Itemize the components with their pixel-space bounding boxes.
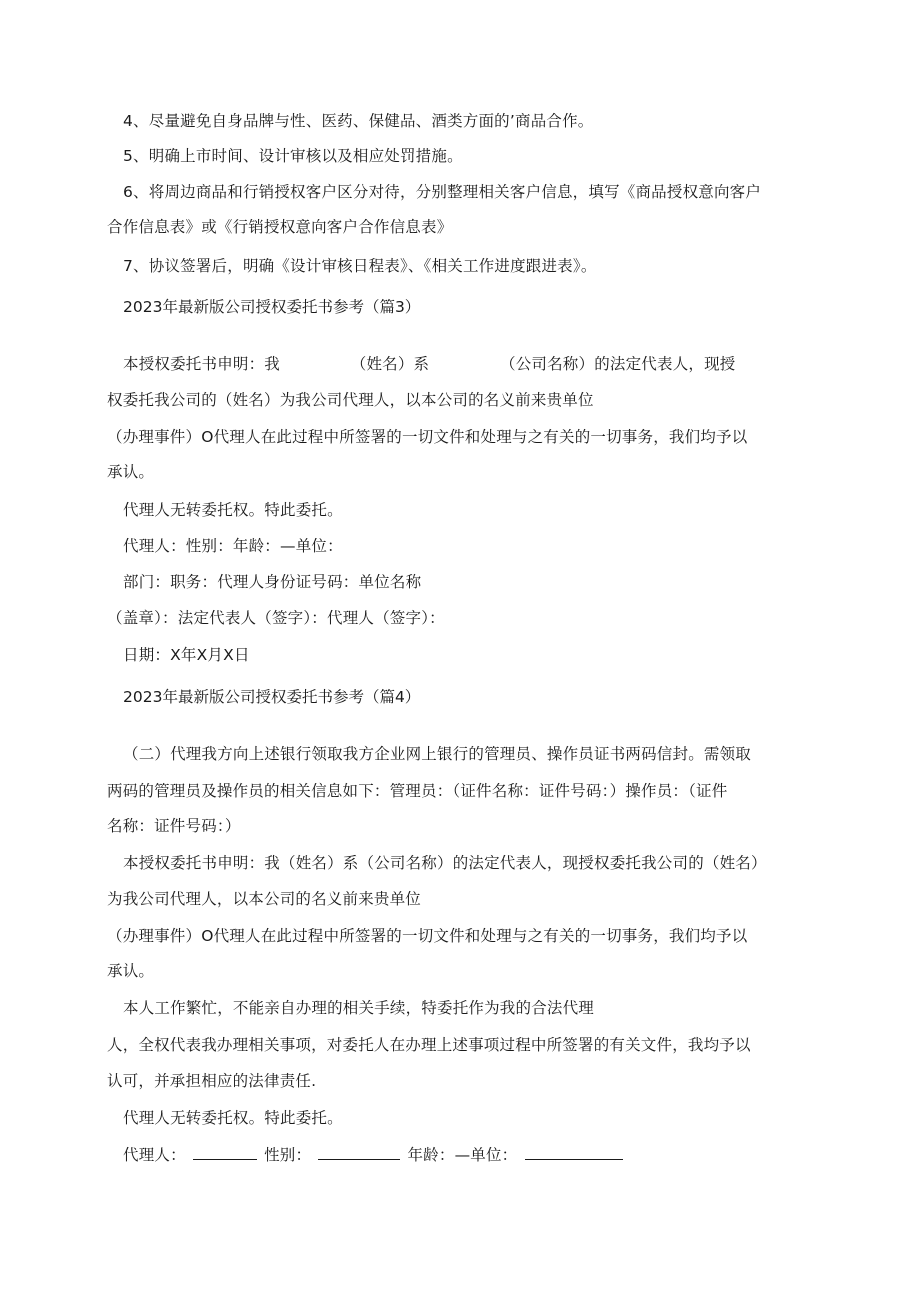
gender-blank[interactable]	[318, 1145, 400, 1160]
form-line	[123, 1145, 625, 1165]
section-heading-3: 2023年最新版公司授权委托书参考（篇3）	[123, 298, 421, 316]
list-item-6: 6、将周边商品和行销授权客户区分对待，分别整理相关客户信息，填写《商品授权意向客户	[123, 183, 762, 201]
list-item-4: 4、尽量避免自身品牌与性、医药、保健品、酒类方面的’商品合作。	[123, 112, 594, 130]
paragraph-line: 承认。	[107, 463, 155, 481]
paragraph-line: 权委托我公司的（姓名）为我公司代理人，以本公司的名义前来贵单位	[107, 391, 594, 409]
unit-blank[interactable]	[525, 1145, 623, 1160]
agent-label: 代理人：	[123, 1146, 186, 1164]
paragraph-line: 本授权委托书申明：我（姓名）系（公司名称）的法定代表人，现授权委托我公司的（姓名）	[123, 854, 767, 872]
date-line: 日期：X年X月X日	[123, 646, 250, 664]
paragraph-line: 代理人无转委托权。特此委托。	[123, 501, 343, 519]
paragraph-line: 为我公司代理人，以本公司的名义前来贵单位	[107, 890, 422, 908]
gender-label: 性别：	[264, 1146, 312, 1164]
paragraph-line: 名称：证件号码：）	[107, 817, 241, 835]
paragraph-line: （盖章）：法定代表人（签字）：代理人（签字）：	[107, 609, 445, 627]
paragraph-line: 本人工作繁忙，不能亲自办理的相关手续，特委托作为我的合法代理	[123, 999, 595, 1017]
paragraph-line: 人，全权代表我办理相关事项，对委托人在办理上述事项过程中所签署的有关文件，我均予以	[107, 1036, 751, 1054]
paragraph-line: （办理事件）O代理人在此过程中所签署的一切文件和处理与之有关的一切事务，我们均予以	[107, 428, 748, 446]
paragraph-line: 本授权委托书申明：我 （姓名）系 （公司名称）的法定代表人，现授	[123, 355, 736, 373]
agent-blank[interactable]	[193, 1145, 257, 1160]
paragraph-line: （二）代理我方向上述银行领取我方企业网上银行的管理员、操作员证书两码信封。需领取	[123, 745, 752, 763]
paragraph-line: 部门：职务：代理人身份证号码：单位名称	[123, 573, 422, 591]
age-unit-label: 年龄：—单位：	[407, 1146, 518, 1164]
list-item-6-cont: 合作信息表》或《行销授权意向客户合作信息表》	[107, 218, 453, 236]
paragraph-line: 代理人无转委托权。特此委托。	[123, 1109, 343, 1127]
list-item-7: 7、协议签署后，明确《设计审核日程表》、《相关工作进度跟进表》。	[123, 257, 597, 275]
list-item-5: 5、明确上市时间、设计审核以及相应处罚措施。	[123, 147, 463, 165]
paragraph-line: 代理人：性别：年龄：—单位：	[123, 537, 343, 555]
paragraph-line: 承认。	[107, 962, 155, 980]
paragraph-line: 认可，并承担相应的法律责任.	[107, 1072, 317, 1090]
paragraph-line: 两码的管理员及操作员的相关信息如下：管理员：（证件名称：证件号码：）操作员：（证件	[107, 782, 728, 800]
paragraph-line: （办理事件）O代理人在此过程中所签署的一切文件和处理与之有关的一切事务，我们均予以	[107, 927, 748, 945]
section-heading-4: 2023年最新版公司授权委托书参考（篇4）	[123, 688, 421, 706]
